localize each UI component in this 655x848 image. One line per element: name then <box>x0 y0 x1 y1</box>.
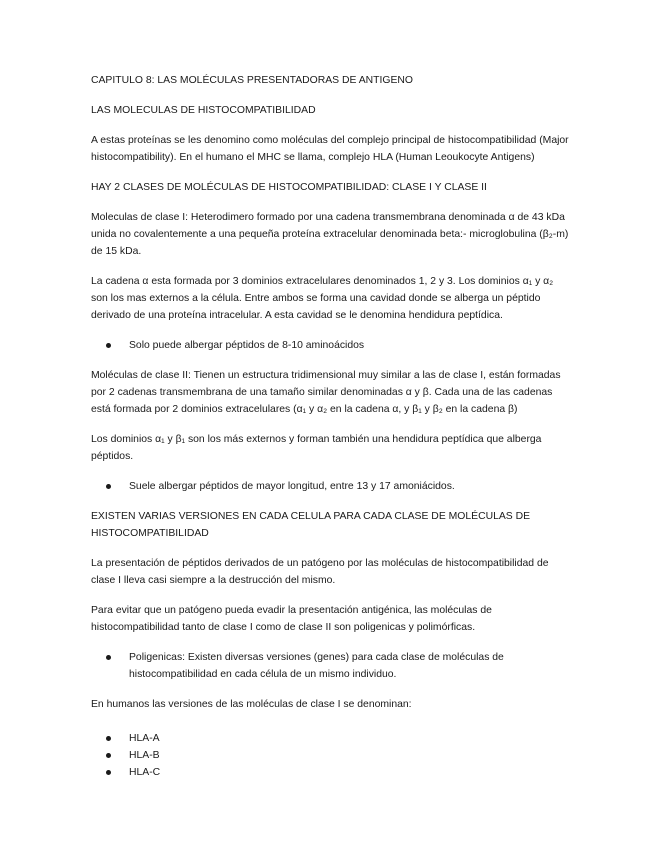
list-item <box>91 747 571 764</box>
hla-item-text: HLA-A <box>129 733 160 744</box>
document-body <box>91 72 571 794</box>
class2-paragraph: Moléculas de clase II: Tienen un estructura tridimensional muy similar a las de clase I, están formadas por 2 cadenas transmembrana de una tamaño similar denominadas α y β. Cada una de las cadenas está formada por 2 dominios extracelulares (α₁ y α₂ en la cadena α, y β₁ y β₂ en la cadena β) <box>91 370 561 415</box>
bullet-icon <box>106 736 111 741</box>
class2-bullet-list <box>91 478 571 495</box>
hla-list <box>91 730 571 781</box>
intro-paragraph: A estas proteínas se les denomino como moléculas del complejo principal de histocompatibilidad (Major histocompatibility). En el humano el MHC se llama, complejo HLA (Human Leoukocyte Antigens) <box>91 135 569 163</box>
section-heading: LAS MOLECULAS DE HISTOCOMPATIBILIDAD <box>91 105 316 116</box>
list-item-text: Solo puede albergar péptidos de 8-10 aminoácidos <box>129 340 365 351</box>
list-item <box>91 478 571 495</box>
bullet-icon <box>106 484 111 489</box>
presentation-paragraph: La presentación de péptidos derivados de un patógeno por las moléculas de histocompatibilidad de clase I lleva casi siempre a la destrucción del mismo. <box>91 558 549 586</box>
class1-paragraph: Moleculas de clase I: Heterodimero formado por una cadena transmembrana denominada α de 43 kDa unida no covalentemente a una pequeña proteína extracelular denominada beta:- microglobulina (β₂-m) de 15 kDa. <box>91 212 569 257</box>
poligenicas-bullet-list <box>91 649 571 683</box>
list-item <box>91 337 571 354</box>
list-item-text: Suele albergar péptidos de mayor longitud, entre 13 y 17 amoniácidos. <box>129 481 455 492</box>
bullet-icon <box>106 753 111 758</box>
bullet-icon <box>106 343 111 348</box>
classes-heading: HAY 2 CLASES DE MOLÉCULAS DE HISTOCOMPATIBILIDAD: CLASE I Y CLASE II <box>91 182 487 193</box>
class1-bullet-list <box>91 337 571 354</box>
versions-heading: EXISTEN VARIAS VERSIONES EN CADA CELULA PARA CADA CLASE DE MOLÉCULAS DE HISTOCOMPATIBILIDAD <box>91 511 531 539</box>
list-item <box>91 649 571 683</box>
bullet-icon <box>106 770 111 775</box>
bullet-icon <box>106 655 111 660</box>
evade-paragraph: Para evitar que un patógeno pueda evadir la presentación antigénica, las moléculas de histocompatibilidad tanto de clase I como de clase II son poligenicas y polimórficas. <box>91 605 492 633</box>
hla-item-text: HLA-C <box>129 767 161 778</box>
alpha-chain-paragraph: La cadena α esta formada por 3 dominios extracelulares denominados 1, 2 y 3. Los dominios α₁ y α₂ son los mas externos a la célula. Entre ambos se forma una cavidad donde se alberga un péptido derivado de una proteína intracelular. A esta cavidad se le denomina hendidura peptídica. <box>91 276 554 321</box>
list-item-text: Poligenicas: Existen diversas versiones (genes) para cada clase de moléculas de histocompatibilidad en cada célula de un mismo individuo. <box>129 652 504 680</box>
hla-item-text: HLA-B <box>129 750 160 761</box>
list-item <box>91 764 571 781</box>
list-item <box>91 730 571 747</box>
humans-paragraph: En humanos las versiones de las moléculas de clase I se denominan: <box>91 699 412 710</box>
domains-paragraph: Los dominios α₁ y β₁ son los más externos y forman también una hendidura peptídica que alberga péptidos. <box>91 434 542 462</box>
chapter-heading: CAPITULO 8: LAS MOLÉCULAS PRESENTADORAS DE ANTIGENO <box>91 75 413 86</box>
